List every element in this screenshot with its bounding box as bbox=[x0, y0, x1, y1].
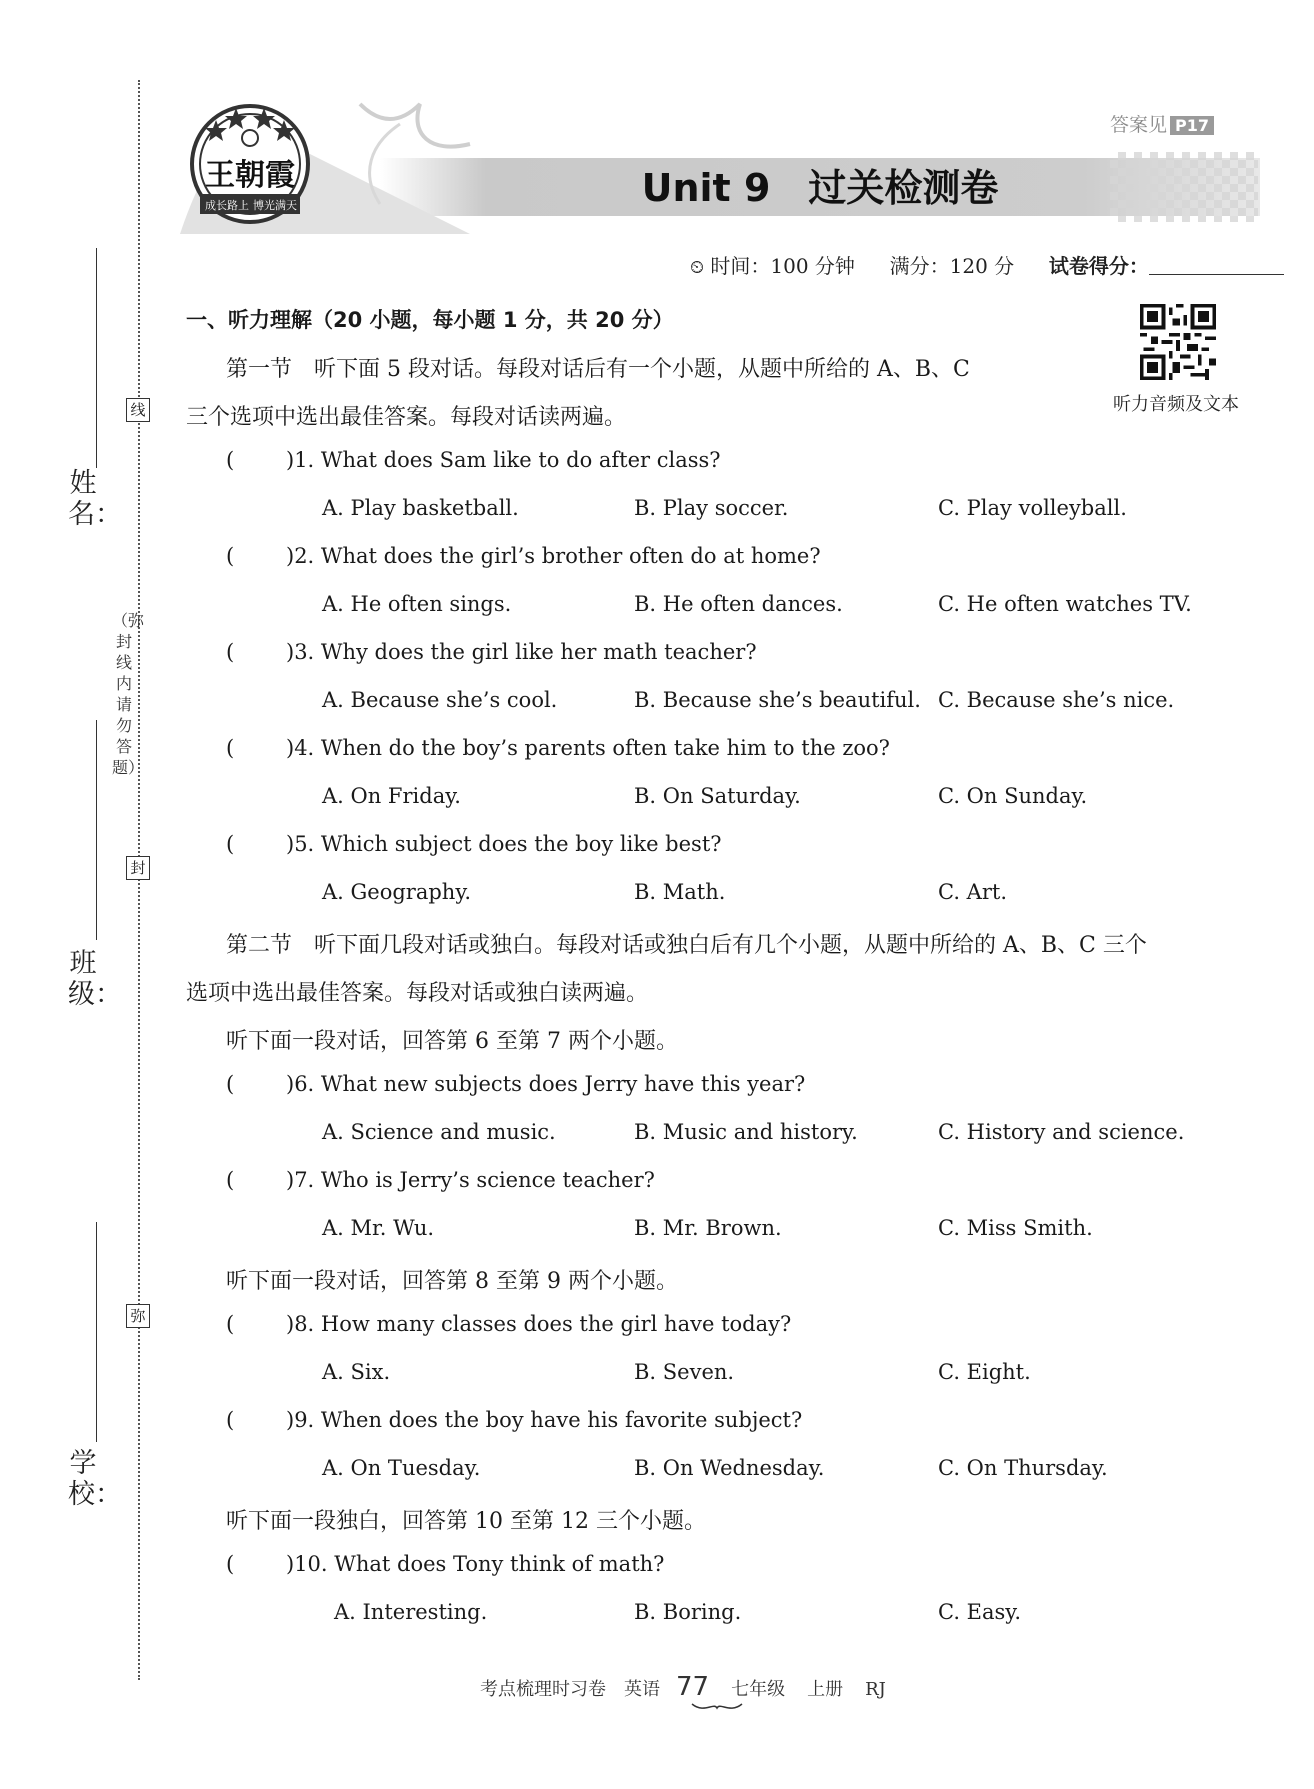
option-a: A. Interesting. bbox=[334, 1600, 488, 1624]
question-text: )4. When do the boy’s parents often take him to the zoo? bbox=[286, 736, 890, 760]
option-b: B. On Wednesday. bbox=[634, 1456, 825, 1480]
question-5 bbox=[226, 832, 722, 856]
option-b: B. Play soccer. bbox=[634, 496, 789, 520]
answer-paren[interactable]: ( bbox=[226, 1552, 235, 1576]
full-score: 满分：120 分 bbox=[889, 254, 1015, 278]
question-text: )7. Who is Jerry’s science teacher? bbox=[286, 1168, 655, 1192]
question-text: )2. What does the girl’s brother often do at home? bbox=[286, 544, 821, 568]
instruction-8-9: 听下面一段对话，回答第 8 至第 9 两个小题。 bbox=[226, 1269, 678, 1294]
question-1 bbox=[226, 448, 721, 472]
time-limit: 时间：100 分钟 bbox=[710, 254, 855, 278]
section-heading: 一、听力理解（20 小题，每小题 1 分，共 20 分） bbox=[186, 308, 674, 332]
question-text: )1. What does Sam like to do after class? bbox=[286, 448, 721, 472]
seal-mark-mi: 弥 bbox=[126, 1304, 150, 1328]
option-c: C. On Sunday. bbox=[938, 784, 1088, 808]
part2-instruction-line1: 第二节 听下面几段对话或独白。每段对话或独白后有几个小题，从题中所给的 A、B、C 三个 bbox=[226, 933, 1147, 958]
option-c: C. Easy. bbox=[938, 1600, 1022, 1624]
instruction-10-12: 听下面一段独白，回答第 10 至第 12 三个小题。 bbox=[226, 1509, 706, 1534]
option-b: B. Because she’s beautiful. bbox=[634, 688, 921, 712]
score-label: 试卷得分： bbox=[1048, 254, 1149, 278]
answer-paren[interactable]: ( bbox=[226, 1072, 235, 1096]
question-text: )10. What does Tony think of math? bbox=[286, 1552, 665, 1576]
qr-caption: 听力音频及文本 bbox=[1113, 394, 1239, 415]
answer-ref-page: P17 bbox=[1170, 116, 1214, 135]
question-text: )6. What new subjects does Jerry have this year? bbox=[286, 1072, 806, 1096]
class-label: 班级： bbox=[68, 948, 122, 1010]
answer-reference bbox=[1110, 110, 1214, 137]
answer-paren[interactable]: ( bbox=[226, 1408, 235, 1432]
option-a: A. Six. bbox=[322, 1360, 391, 1384]
page-number: 77 bbox=[676, 1672, 710, 1702]
page-number-swash-icon bbox=[690, 1700, 744, 1714]
qr-code-icon[interactable] bbox=[1140, 304, 1216, 380]
page-footer bbox=[480, 1672, 940, 1702]
answer-ref-prefix: 答案见 bbox=[1110, 114, 1168, 136]
part1-instruction-line2: 三个选项中选出最佳答案。每段对话读两遍。 bbox=[186, 405, 627, 430]
answer-paren[interactable]: ( bbox=[226, 640, 235, 664]
binding-notice: （弥封线内请勿答题） bbox=[112, 611, 145, 777]
question-9 bbox=[226, 1408, 802, 1432]
option-b: B. Mr. Brown. bbox=[634, 1216, 782, 1240]
footer-grade: 七年级 bbox=[731, 1679, 786, 1700]
score-input-line[interactable] bbox=[1149, 256, 1284, 275]
instruction-6-7: 听下面一段对话，回答第 6 至第 7 两个小题。 bbox=[226, 1029, 678, 1054]
option-b: B. Boring. bbox=[634, 1600, 742, 1624]
clock-icon: ⏲ bbox=[690, 257, 705, 278]
option-c: C. Art. bbox=[938, 880, 1007, 904]
footer-edition: RJ bbox=[865, 1679, 886, 1700]
option-a: A. On Friday. bbox=[322, 784, 461, 808]
option-a: A. He often sings. bbox=[322, 592, 512, 616]
class-line[interactable] bbox=[96, 720, 97, 940]
answer-paren[interactable]: ( bbox=[226, 736, 235, 760]
option-b: B. He often dances. bbox=[634, 592, 843, 616]
school-label: 学校： bbox=[68, 1448, 122, 1510]
answer-paren[interactable]: ( bbox=[226, 1312, 235, 1336]
answer-paren[interactable]: ( bbox=[226, 448, 235, 472]
answer-paren[interactable]: ( bbox=[226, 832, 235, 856]
option-b: B. On Saturday. bbox=[634, 784, 801, 808]
logo-text: 王朝霞 bbox=[205, 158, 295, 193]
question-text: )9. When does the boy have his favorite subject? bbox=[286, 1408, 803, 1432]
question-4 bbox=[226, 736, 890, 760]
option-c: C. Play volleyball. bbox=[938, 496, 1127, 520]
option-a: A. Play basketball. bbox=[322, 496, 519, 520]
question-text: )8. How many classes does the girl have today? bbox=[286, 1312, 792, 1336]
option-c: C. He often watches TV. bbox=[938, 592, 1192, 616]
publisher-logo bbox=[186, 98, 314, 226]
footer-series: 考点梳理时习卷 英语 bbox=[480, 1679, 660, 1700]
question-3 bbox=[226, 640, 757, 664]
option-b: B. Music and history. bbox=[634, 1120, 858, 1144]
question-10 bbox=[226, 1552, 664, 1576]
option-a: A. Because she’s cool. bbox=[322, 688, 558, 712]
option-c: C. Miss Smith. bbox=[938, 1216, 1093, 1240]
question-text: )3. Why does the girl like her math teacher? bbox=[286, 640, 757, 664]
part2-instruction-line2: 选项中选出最佳答案。每段对话或独白读两遍。 bbox=[186, 981, 649, 1006]
option-b: B. Math. bbox=[634, 880, 726, 904]
answer-paren[interactable]: ( bbox=[226, 544, 235, 568]
option-c: C. On Thursday. bbox=[938, 1456, 1108, 1480]
option-a: A. Mr. Wu. bbox=[322, 1216, 435, 1240]
option-c: C. Eight. bbox=[938, 1360, 1031, 1384]
option-a: A. Geography. bbox=[322, 880, 472, 904]
question-text: )5. Which subject does the boy like best? bbox=[286, 832, 722, 856]
logo-slogan-right: 博光满天 bbox=[253, 199, 297, 212]
question-2 bbox=[226, 544, 821, 568]
option-c: C. History and science. bbox=[938, 1120, 1185, 1144]
question-8 bbox=[226, 1312, 791, 1336]
name-line[interactable] bbox=[96, 248, 97, 468]
binding-dotted-line bbox=[138, 80, 140, 1680]
name-label: 姓名： bbox=[68, 468, 122, 530]
seal-mark-seal: 封 bbox=[126, 856, 150, 880]
exam-meta bbox=[690, 250, 1284, 279]
question-7 bbox=[226, 1168, 655, 1192]
footer-volume: 上册 bbox=[807, 1679, 844, 1700]
logo-slogan-left: 成长路上 bbox=[205, 199, 249, 212]
option-a: A. Science and music. bbox=[322, 1120, 556, 1144]
option-c: C. Because she’s nice. bbox=[938, 688, 1175, 712]
school-line[interactable] bbox=[96, 1222, 97, 1442]
answer-paren[interactable]: ( bbox=[226, 1168, 235, 1192]
option-b: B. Seven. bbox=[634, 1360, 735, 1384]
option-a: A. On Tuesday. bbox=[322, 1456, 481, 1480]
page-title: Unit 9 过关检测卷 bbox=[641, 166, 999, 210]
seal-mark-line: 线 bbox=[126, 398, 150, 422]
question-6 bbox=[226, 1072, 805, 1096]
part1-instruction-line1: 第一节 听下面 5 段对话。每段对话后有一个小题，从题中所给的 A、B、C bbox=[226, 357, 970, 382]
